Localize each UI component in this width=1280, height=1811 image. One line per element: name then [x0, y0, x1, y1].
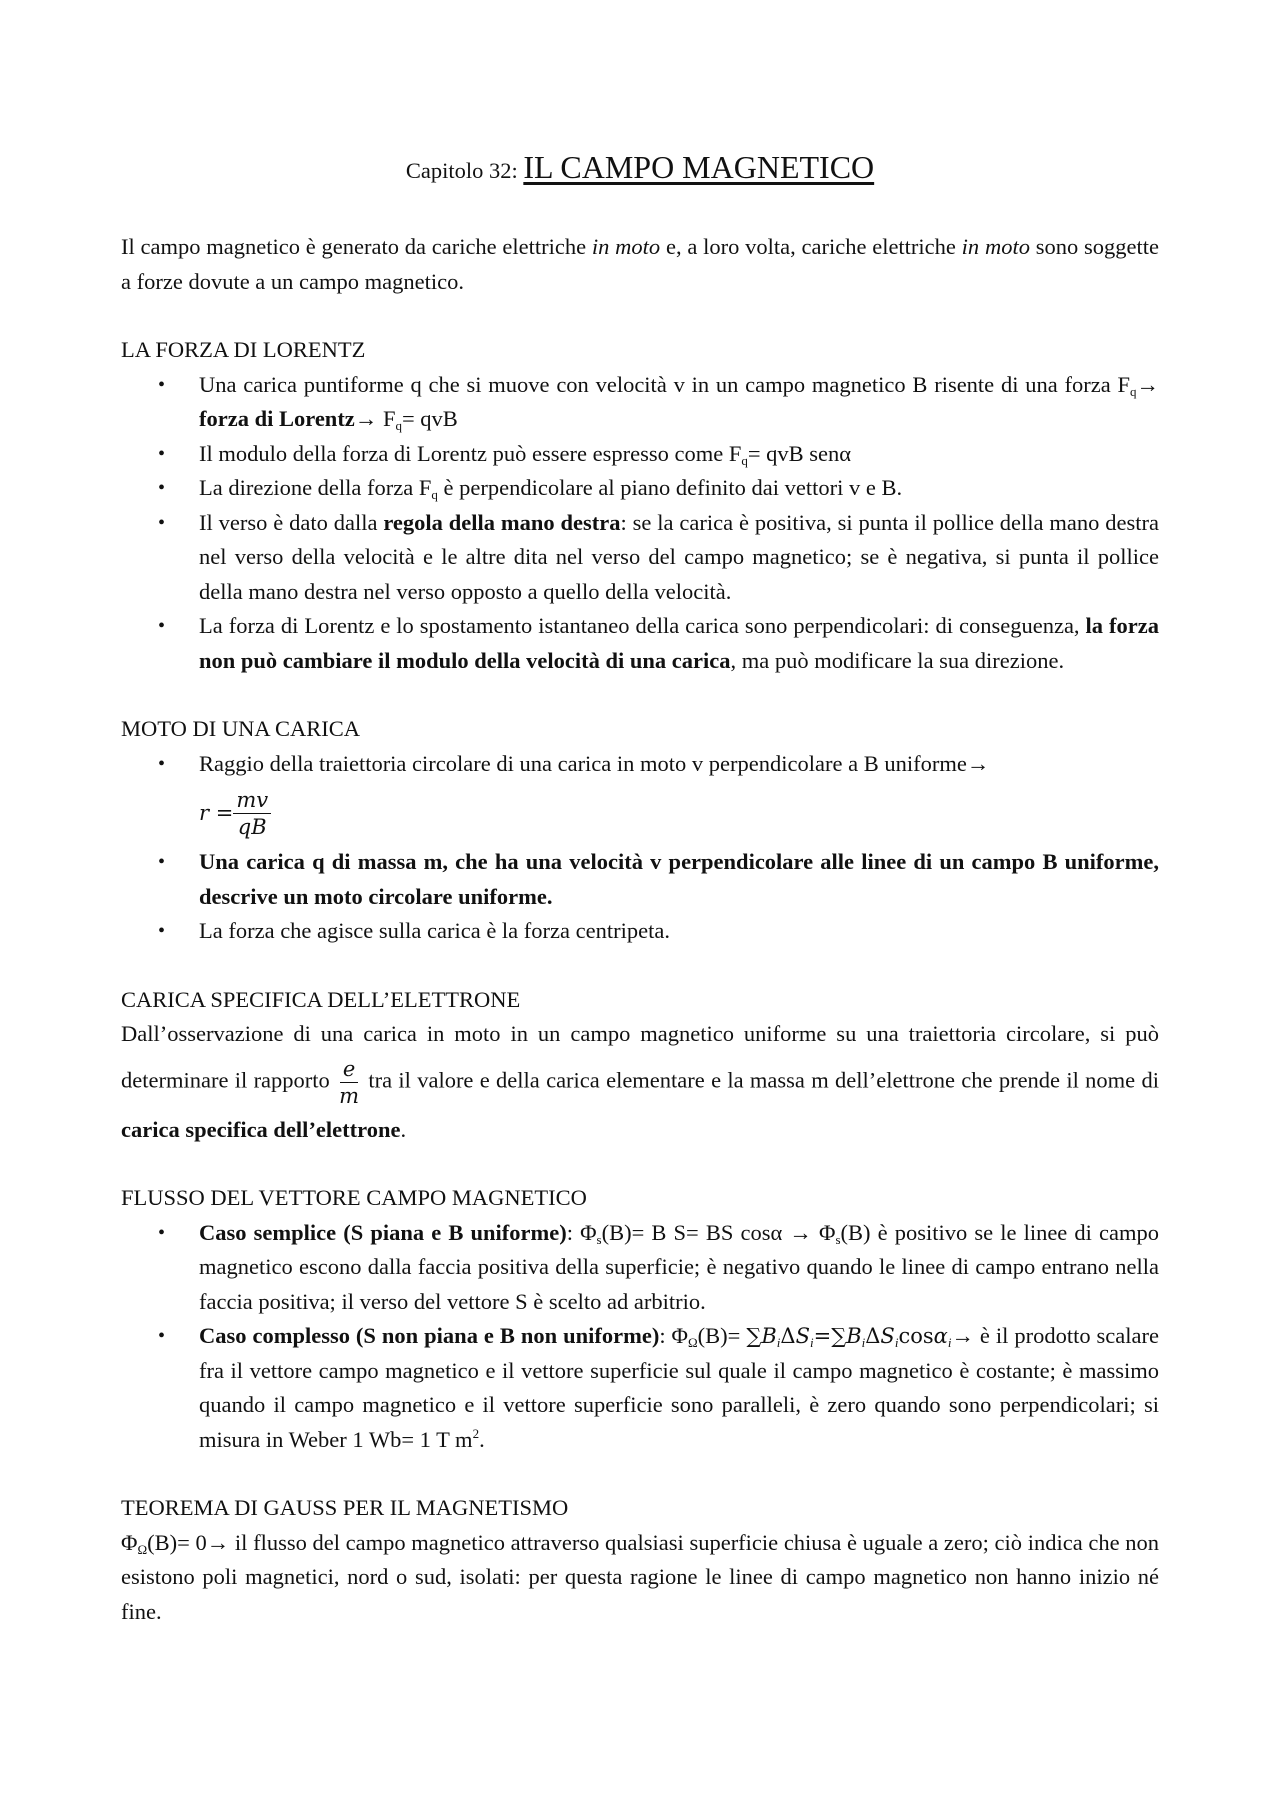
gauss-paragraph: $\Phi_\Omega(B)= 0\to$ il flusso del campo magnetico attraverso qualsiasi superficie chiusa è uguale a zero; ciò indica che non esistono poli magnetici, nord o sud, isolati: per questa ragione le linee di campo magnetico non hanno inizio né fine. — [121, 1529, 1159, 1624]
list-item: • Caso semplice (S piana e B uniforme): $\Phi_s(B)= B$ S= BS $\cos\alpha \to \Phi_s(B)$ è positivo se le linee di campo magnetico escono dalla faccia positiva della superficie; è negativo quando le linee di campo entrano nella faccia positiva; il verso del vettore S è scelto ad arbitrio. — [121, 1216, 1159, 1320]
document-body — [121, 230, 1159, 1629]
list-item: • La direzione della forza $F_q$ è perpendicolare al piano definito dai vettori v e B. — [121, 471, 1159, 506]
arrow-icon: → — [966, 750, 990, 776]
fraction: $\frac{mv}{qB}$ — [233, 787, 271, 840]
arrow-icon: → — [206, 1529, 230, 1555]
arrow-icon: → — [789, 1219, 812, 1245]
radius-formula: r = $\frac{mv}{qB}$ — [199, 781, 1159, 845]
chapter-main-title: IL CAMPO MAGNETICO — [523, 149, 875, 185]
section-heading-carica: CARICA SPECIFICA DELL’ELETTRONE — [121, 986, 521, 1012]
list-item: • Una carica puntiforme q che si muove con velocità v in un campo magnetico B risente di una forza $F_q\to$ forza di Lorentz→ $F_q=$ qvB — [121, 368, 1159, 437]
chapter-title — [0, 150, 1280, 189]
list-item: • Il verso è dato dalla regola della mano destra: se la carica è positiva, si punta il pollice della mano destra nel verso della velocità e le altre dita nel verso del campo magnetico; se è negativa, si punta il pollice della mano destra nel verso opposto a quello della velocità. — [121, 506, 1159, 610]
section-heading-moto: MOTO DI UNA CARICA — [121, 716, 360, 741]
flusso-list — [121, 1216, 1159, 1458]
intro-paragraph: Il campo magnetico è generato da cariche elettriche in moto e, a loro volta, cariche elettriche in moto sono soggette a forze dovute a un campo magnetico. — [121, 234, 1159, 294]
fraction: $\frac{e}{m}$ — [339, 1056, 360, 1108]
arrow-icon: → — [1136, 371, 1159, 397]
lorentz-list — [121, 368, 1159, 679]
carica-paragraph: Dall’osservazione di una carica in moto in un campo magnetico uniforme su una traiettoria circolare, si può determinare il rapporto $\frac{e}{m}$ tra il valore e della carica elementare e la massa m dell’elettrone che prende il nome di carica specifica dell’elettrone. — [121, 1021, 1159, 1142]
list-item: • Il modulo della forza di Lorentz può essere espresso come $F_q=$ qvB senα — [121, 437, 1159, 472]
moto-list — [121, 747, 1159, 949]
list-item: • La forza di Lorentz e lo spostamento istantaneo della carica sono perpendicolari: di conseguenza, la forza non può cambiare il modulo della velocità di una carica, ma può modificare la sua direzione. — [121, 609, 1159, 678]
section-heading-lorentz: LA FORZA DI LORENTZ — [121, 337, 366, 362]
arrow-icon: → — [354, 406, 378, 431]
list-item: • La forza che agisce sulla carica è la forza centripeta. — [121, 914, 1159, 949]
chapter-prefix: Capitolo 32: — [405, 158, 518, 183]
section-heading-gauss: TEOREMA DI GAUSS PER IL MAGNETISMO — [121, 1495, 569, 1520]
section-heading-flusso: FLUSSO DEL VETTORE CAMPO MAGNETICO — [121, 1185, 587, 1210]
list-item: • Caso complesso (S non piana e B non uniforme): $\Phi_\Omega(B)= \sum B_i\Delta S_i=\sum B_i\Delta S_i\cos\alpha_i\to$ è il prodotto scalare fra il vettore campo magnetico e il vettore superficie sul quale il campo magnetico è costante; è massimo quando il campo magnetico e il vettore superficie sono paralleli, è zero quando sono perpendicolari; si misura in Weber 1 Wb= 1 T $m^2$. — [121, 1319, 1159, 1457]
arrow-icon: → — [951, 1323, 974, 1348]
list-item: • Raggio della traiettoria circolare di una carica in moto v perpendicolare a B uniforme→ r = $\frac{mv}{qB}$ — [121, 747, 1159, 846]
list-item: • Una carica q di massa m, che ha una velocità v perpendicolare alle linee di un campo B uniforme, descrive un moto circolare uniforme. — [121, 845, 1159, 914]
